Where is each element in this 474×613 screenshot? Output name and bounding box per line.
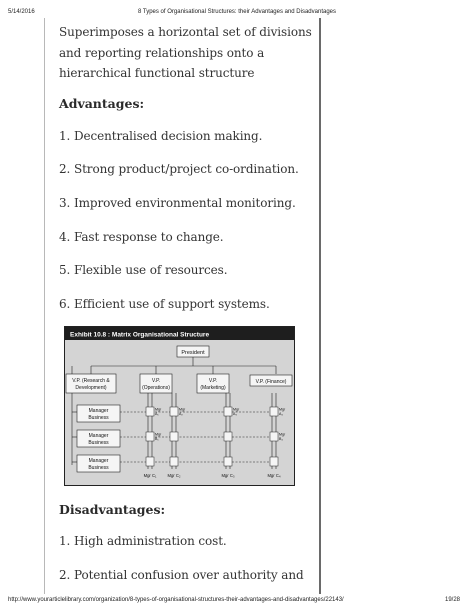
print-date: 5/14/2016	[8, 9, 35, 15]
vp-label: V.P.	[208, 378, 218, 384]
advantage-item: 4. Fast response to change.	[59, 230, 224, 244]
manager-label: Manager	[88, 408, 109, 414]
cell-label: Mgr	[155, 407, 162, 412]
manager-business-box	[77, 430, 120, 447]
bottom-label: Mgr C₁	[143, 473, 157, 478]
disadvantages-heading: Disadvantages:	[59, 502, 166, 517]
manager-label: Business	[88, 415, 109, 421]
print-url: http://www.yourarticlelibrary.com/organization/8-types-of-organisational-structures-their-advantages-and-disadvantages/22143/	[8, 597, 344, 603]
print-title: 8 Types of Organisational Structures: their Advantages and Disadvantages	[137, 9, 336, 15]
disadvantage-item: 1. High administration cost.	[59, 534, 227, 548]
exhibit-title: Exhibit 10.8 : Matrix Organisational Structure	[70, 331, 210, 339]
president-box	[177, 346, 209, 357]
bottom-label: Mgr C₃	[221, 473, 235, 478]
vp-label: V.P. (Research &	[72, 378, 110, 384]
advantage-item: 1. Decentralised decision making.	[59, 129, 263, 143]
vp-label: Development)	[75, 385, 107, 391]
bottom-label: Mgr C₂	[167, 473, 181, 478]
vp-label: V.P. (Finance)	[255, 379, 287, 385]
cell-label: B₁	[155, 437, 159, 441]
bottom-label: Mgr C₄	[267, 473, 281, 478]
advantage-item: 2. Strong product/project co-ordination.	[59, 162, 299, 176]
intro-line: hierarchical functional structure	[59, 66, 255, 80]
advantage-item: 5. Flexible use of resources.	[59, 263, 228, 277]
page-number: 19/28	[444, 597, 460, 603]
vp-marketing-box	[197, 374, 229, 393]
cell-label: A₃	[233, 412, 237, 416]
manager-label: Business	[88, 440, 109, 446]
cell-label: Mgr	[279, 432, 286, 437]
manager-label: Business	[88, 465, 109, 471]
advantage-item: 3. Improved environmental monitoring.	[59, 196, 296, 210]
content-frame-right	[319, 18, 321, 594]
vp-label: (Marketing)	[200, 385, 226, 391]
vp-research-box	[66, 374, 116, 393]
disadvantage-item: 2. Potential confusion over authority and	[59, 568, 304, 582]
cell-label: Mgr	[179, 407, 186, 412]
vp-operations-box	[140, 374, 172, 393]
manager-label: Manager	[88, 458, 109, 464]
advantages-heading: Advantages:	[59, 96, 145, 111]
matrix-structure-diagram	[64, 326, 295, 486]
president-label: President	[181, 350, 205, 356]
vp-label: V.P.	[151, 378, 161, 384]
cell-label: Mgr	[233, 407, 240, 412]
cell-label: Mgr	[155, 432, 162, 437]
vp-label: (Operations)	[142, 385, 170, 391]
content-frame-left	[44, 18, 45, 594]
cell-label: A₄	[279, 412, 283, 416]
intro-line: Superimposes a horizontal set of divisions	[59, 25, 312, 39]
cell-label: A₂	[179, 412, 183, 416]
advantage-item: 6. Efficient use of support systems.	[59, 297, 270, 311]
vp-finance-box	[250, 375, 292, 386]
intro-line: and reporting relationships onto a	[59, 46, 265, 60]
cell-label: A₁	[155, 412, 159, 416]
manager-business-box	[77, 405, 120, 422]
cell-label: Mgr	[279, 407, 286, 412]
manager-business-box	[77, 455, 120, 472]
manager-label: Manager	[88, 433, 109, 439]
cell-label: B₄	[279, 437, 283, 441]
